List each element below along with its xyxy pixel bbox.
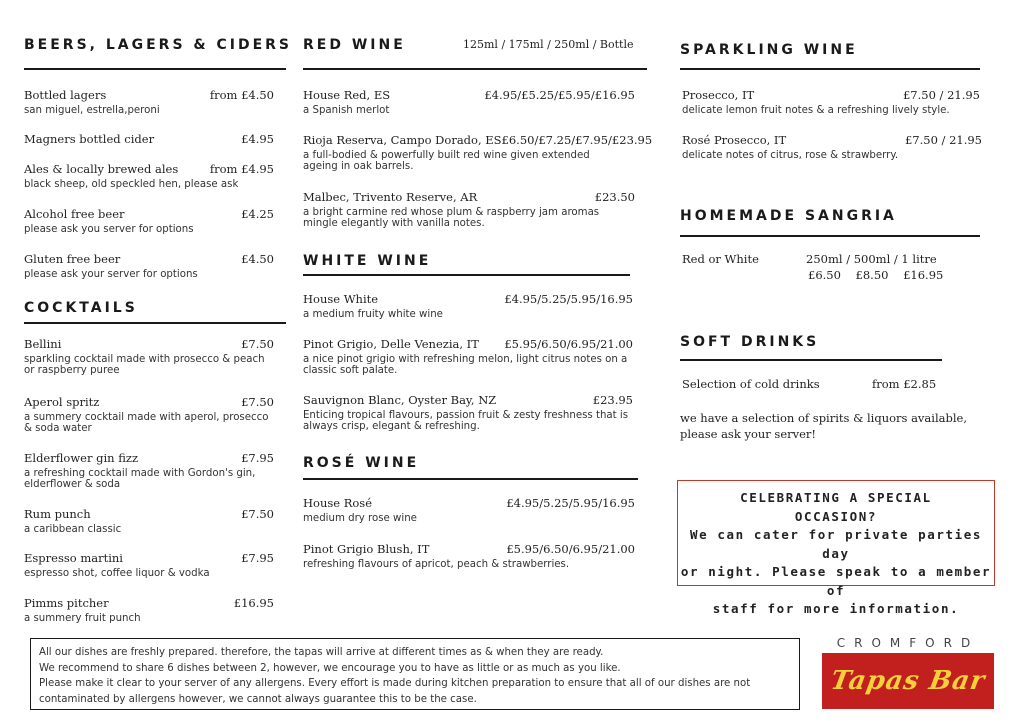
item-name: Ales & locally brewed ales	[24, 162, 179, 176]
menu-item	[303, 292, 633, 320]
item-price: from £4.50	[209, 88, 274, 102]
red-wine-rule	[303, 68, 647, 70]
item-price: from £4.95	[209, 162, 274, 176]
item-price: £7.50	[241, 507, 274, 521]
item-desc: delicate notes of citrus, rose & strawberry.	[682, 150, 899, 161]
soft-drinks-name: Selection of cold drinks	[682, 377, 820, 391]
item-price: £7.50	[241, 395, 274, 409]
item-name: Elderflower gin fizz	[24, 451, 139, 465]
item-price: £4.95/£5.25/£5.95/£16.95	[484, 88, 635, 102]
item-price: £4.50	[241, 252, 274, 266]
item-name: Pinot Grigio, Delle Venezia, IT	[303, 337, 479, 351]
menu-item	[24, 451, 274, 490]
item-name: Espresso martini	[24, 551, 123, 565]
item-price: £4.25	[241, 207, 274, 221]
item-desc: black sheep, old speckled hen, please ask	[24, 179, 239, 190]
item-price: £16.95	[233, 596, 274, 610]
sparkling-heading: SPARKLING WINE	[680, 42, 858, 58]
item-name: Rioja Reserva, Campo Dorado, ES	[303, 133, 502, 147]
red-wine-sizes: 125ml / 175ml / 250ml / Bottle	[463, 38, 634, 51]
item-price: £5.95/6.50/6.95/21.00	[504, 337, 633, 351]
soft-drinks-rule	[680, 359, 942, 361]
item-desc: a bright carmine red whose plum & raspberry jam aromas mingle elegantly with vanilla notes.	[303, 207, 600, 229]
menu-item	[24, 395, 274, 434]
item-price: £4.95/5.25/5.95/16.95	[506, 496, 635, 510]
item-desc: a medium fruity white wine	[303, 309, 443, 320]
item-desc: a nice pinot grigio with refreshing melon, light citrus notes on a classic soft palate.	[303, 354, 628, 376]
item-name: Gluten free beer	[24, 252, 121, 266]
menu-item	[303, 496, 635, 524]
cocktails-rule	[24, 322, 286, 324]
item-name: Alcohol free beer	[24, 207, 125, 221]
item-desc: refreshing flavours of apricot, peach & strawberries.	[303, 559, 570, 570]
rose-wine-rule	[303, 478, 638, 480]
brand-logo	[822, 653, 994, 709]
allergy-note-line: All our dishes are freshly prepared. therefore, the tapas will arrive at different times as & when they are ready.	[39, 647, 604, 658]
beers-heading: BEERS, LAGERS & CIDERS	[24, 37, 293, 53]
item-price: £7.95	[241, 551, 274, 565]
menu-item	[24, 162, 274, 190]
item-price: £4.95	[241, 132, 274, 146]
item-name: Sauvignon Blanc, Oyster Bay, NZ	[303, 393, 497, 407]
item-price: £6.50/£7.25/£7.95/£23.95	[501, 133, 653, 147]
item-name: Pinot Grigio Blush, IT	[303, 542, 430, 556]
sangria-prices: £6.50 £8.50 £16.95	[808, 268, 944, 282]
item-desc: a caribbean classic	[24, 524, 122, 535]
item-price: £7.50 / 21.95	[904, 133, 982, 147]
item-desc: sparkling cocktail made with prosecco & peach or raspberry puree	[24, 354, 265, 376]
item-desc: please ask you server for options	[24, 224, 194, 235]
item-name: Pimms pitcher	[24, 596, 109, 610]
item-price: £7.50	[241, 337, 274, 351]
allergy-note-line: contaminated by allergens however, we cannot always guarantee this to be the case.	[39, 693, 477, 705]
white-wine-rule	[303, 274, 630, 276]
sangria-heading: HOMEMADE SANGRIA	[680, 208, 897, 224]
menu-item	[303, 393, 633, 432]
red-wine-heading: RED WINE	[303, 37, 406, 53]
item-name: Aperol spritz	[24, 395, 100, 409]
item-name: Rum punch	[24, 507, 91, 521]
menu-item	[24, 252, 274, 280]
menu-item	[303, 88, 635, 116]
item-desc: a Spanish merlot	[303, 105, 390, 116]
item-desc: san miguel, estrella,peroni	[24, 105, 160, 116]
spirits-note: we have a selection of spirits & liquors available, please ask your server!	[680, 411, 968, 441]
item-price: £23.50	[594, 190, 635, 204]
item-name: House Rosé	[303, 496, 373, 510]
item-name: Bottled lagers	[24, 88, 107, 102]
item-desc: Enticing tropical flavours, passion fruit & zesty freshness that is always crisp, elegant & refreshing.	[303, 410, 629, 432]
item-name: Magners bottled cider	[24, 132, 155, 146]
celebration-line: staff for more information.	[712, 601, 960, 616]
rose-wine-heading: ROSÉ WINE	[303, 455, 420, 471]
celebration-box	[677, 480, 995, 616]
menu-item	[24, 596, 274, 624]
item-price: £23.95	[592, 393, 633, 407]
item-desc: a summery cocktail made with aperol, prosecco & soda water	[24, 412, 269, 434]
sangria-rule	[680, 235, 980, 237]
allergy-note-box	[30, 638, 800, 710]
menu-item	[303, 542, 635, 570]
menu-item	[24, 207, 274, 235]
soft-drinks-price: from £2.85	[872, 377, 937, 391]
brand-name: Tapas Bar	[828, 666, 988, 696]
item-desc: a summery fruit punch	[24, 613, 141, 624]
celebration-line: OCCASION?	[794, 508, 878, 524]
item-desc: espresso shot, coffee liquor & vodka	[24, 568, 210, 579]
soft-drinks-heading: SOFT DRINKS	[680, 334, 820, 350]
menu-item	[682, 88, 980, 116]
item-desc: a full-bodied & powerfully built red wine given extended ageing in oak barrels.	[303, 150, 590, 172]
menu-item	[24, 337, 274, 376]
celebration-line: We can cater for private parties day	[689, 527, 983, 561]
beers-rule	[24, 68, 286, 70]
brand-town: CROMFORD	[836, 636, 980, 650]
menu-item	[303, 337, 633, 376]
item-price: £4.95/5.25/5.95/16.95	[504, 292, 633, 306]
item-desc: medium dry rose wine	[303, 513, 417, 524]
item-name: Prosecco, IT	[682, 88, 755, 102]
item-desc: please ask your server for options	[24, 269, 198, 280]
menu-item	[303, 190, 635, 229]
item-price: £7.50 / 21.95	[902, 88, 980, 102]
white-wine-heading: WHITE WINE	[303, 253, 432, 269]
sparkling-rule	[680, 68, 980, 70]
item-name: Malbec, Trivento Reserve, AR	[303, 190, 478, 204]
item-name: Bellini	[24, 337, 62, 351]
allergy-note-line: We recommend to share 6 dishes between 2, however, we encourage you to have as little or as much as you like.	[39, 662, 621, 674]
menu-item	[24, 507, 274, 535]
menu-item	[24, 132, 274, 146]
celebration-line: CELEBRATING A SPECIAL	[740, 490, 932, 505]
item-name: House White	[303, 292, 379, 306]
sangria-sizes: 250ml / 500ml / 1 litre	[806, 252, 937, 266]
item-price: £5.95/6.50/6.95/21.00	[506, 542, 635, 556]
cocktails-heading: COCKTAILS	[24, 300, 138, 316]
item-desc: a refreshing cocktail made with Gordon's gin, elderflower & soda	[24, 468, 256, 490]
item-price: £7.95	[241, 451, 274, 465]
item-name: Rosé Prosecco, IT	[682, 133, 787, 147]
item-desc: delicate lemon fruit notes & a refreshing lively style.	[682, 105, 950, 116]
menu-item	[682, 133, 982, 161]
celebration-line: or night. Please speak to a member of	[680, 564, 992, 598]
item-name: House Red, ES	[303, 88, 391, 102]
menu-item	[24, 88, 274, 116]
menu-item	[303, 133, 653, 172]
allergy-note-line: Please make it clear to your server of any allergens. Every effort is made during kitchen preparation to ensure that all of our dishes are not	[39, 678, 751, 689]
sangria-name: Red or White	[682, 252, 759, 266]
menu-item	[24, 551, 274, 579]
